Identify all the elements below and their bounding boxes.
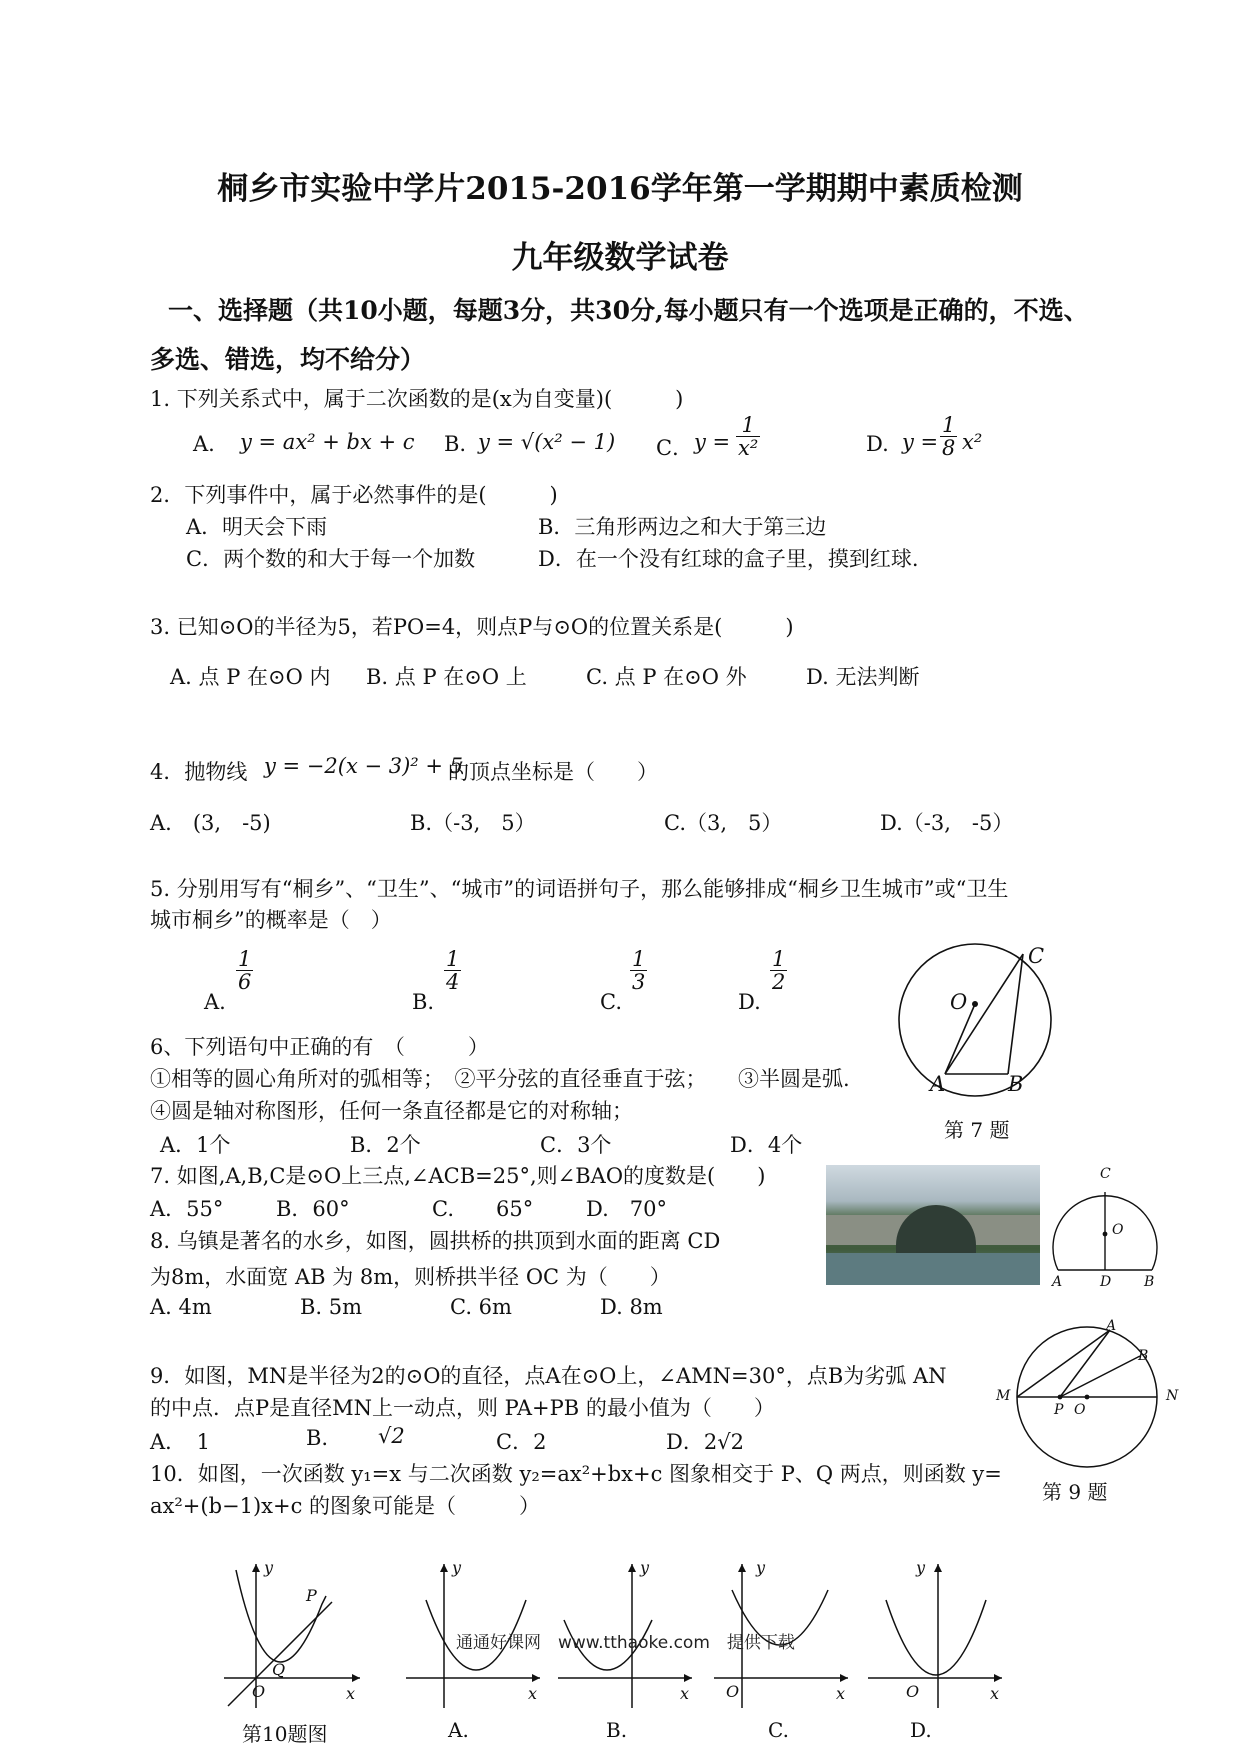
q10-a-axis-x: x bbox=[528, 1684, 538, 1703]
q3-option-c: C. 点 P 在⊙O 外 bbox=[586, 665, 747, 689]
q1-option-d-label: D. bbox=[866, 432, 889, 456]
q1-option-c-lhs: y = bbox=[694, 430, 731, 454]
q10-ref-origin: O bbox=[252, 1682, 266, 1701]
q10-ref-label-q: Q bbox=[272, 1660, 286, 1679]
q9-option-b-expr: √2 bbox=[378, 1424, 405, 1448]
q10-reference-graph bbox=[222, 1560, 362, 1710]
q5-option-a-fraction: $\frac{1}{6}$ bbox=[238, 947, 252, 995]
q3-option-d: D. 无法判断 bbox=[806, 665, 920, 689]
q3-stem: 3. 已知⊙O的半径为5，若PO=4，则点P与⊙O的位置关系是( ) bbox=[150, 615, 794, 639]
q4-option-b: B.（-3, 5） bbox=[410, 811, 536, 835]
q9-option-b: B. bbox=[306, 1426, 329, 1450]
q6-stem: 6、下列语句中正确的有 （ ） bbox=[150, 1035, 489, 1059]
q7-option-b: B．60° bbox=[276, 1197, 350, 1221]
q1-option-b-expr: y = √(x² − 1) bbox=[478, 430, 616, 454]
q7-label-o: O bbox=[950, 990, 968, 1014]
q10-d-axis-x: x bbox=[990, 1684, 1000, 1703]
q7-option-a: A．55° bbox=[150, 1197, 224, 1221]
q10-ref-axis-y: y bbox=[264, 1558, 274, 1577]
q10-option-c-label: C. bbox=[768, 1718, 789, 1742]
q8-label-d: D bbox=[1100, 1274, 1112, 1290]
q10-d-axis-y: y bbox=[916, 1558, 926, 1577]
q2-option-b: B．三角形两边之和大于第三边 bbox=[538, 515, 827, 539]
q5-option-a-label: A. bbox=[204, 990, 226, 1014]
exam-subtitle: 九年级数学试卷 bbox=[511, 240, 729, 276]
q5-option-c-label: C. bbox=[600, 990, 622, 1014]
q5-option-b-fraction: $\frac{1}{4}$ bbox=[446, 947, 460, 995]
exam-title: 桐乡市实验中学片2015-2016学年第一学期期中素质检测 bbox=[217, 171, 1023, 207]
section-heading-line2: 多选、错选，均不给分） bbox=[150, 345, 426, 374]
q9-label-b: B bbox=[1138, 1348, 1149, 1364]
q4-stem-pre: 4．抛物线 bbox=[150, 760, 248, 784]
q10-b-axis-x: x bbox=[680, 1684, 690, 1703]
q5-option-d-label: D. bbox=[738, 990, 761, 1014]
q8-label-o: O bbox=[1112, 1222, 1124, 1238]
q8-option-b: B. 5m bbox=[300, 1295, 363, 1319]
q7-option-c: C. 65° bbox=[432, 1197, 534, 1221]
q10-stem-line1: 10．如图，一次函数 y₁=x 与二次函数 y₂=ax²+bx+c 图象相交于 P、Q 两点，则函数 y= bbox=[150, 1462, 1002, 1486]
q8-option-d: D. 8m bbox=[600, 1295, 663, 1319]
q9-option-d: D．2√2 bbox=[666, 1430, 744, 1454]
q8-label-c: C bbox=[1100, 1166, 1111, 1182]
q7-label-b: B bbox=[1008, 1072, 1024, 1096]
q9-label-n: N bbox=[1166, 1388, 1179, 1404]
q9-label-a: A bbox=[1106, 1318, 1117, 1334]
q6-option-d: D．4个 bbox=[730, 1133, 803, 1157]
q6-option-b: B．2个 bbox=[350, 1133, 421, 1157]
q10-ref-axis-x: x bbox=[346, 1684, 356, 1703]
q1-option-b-label: B. bbox=[444, 432, 467, 456]
q10-ref-label-p: P bbox=[306, 1586, 317, 1605]
q9-label-o: O bbox=[1074, 1402, 1086, 1418]
q4-option-c: C.（3, 5） bbox=[664, 811, 783, 835]
q6-option-a: A．1个 bbox=[160, 1133, 231, 1157]
q9-circle-figure bbox=[1012, 1322, 1162, 1472]
q8-option-c: C. 6m bbox=[450, 1295, 512, 1319]
q10-c-axis-x: x bbox=[836, 1684, 846, 1703]
q5-option-c-fraction: $\frac{1}{3}$ bbox=[632, 947, 646, 995]
q5-option-b-label: B. bbox=[412, 990, 435, 1014]
q1-stem: 1. 下列关系式中，属于二次函数的是(x为自变量)( ) bbox=[150, 387, 684, 411]
q9-option-c: C．2 bbox=[496, 1430, 547, 1454]
q8-stem-line2: 为8m，水面宽 AB 为 8m，则桥拱半径 OC 为（ ） bbox=[150, 1265, 671, 1289]
q4-expression: y = −2(x − 3)² + 5 bbox=[264, 754, 464, 778]
q8-stem-line1: 8. 乌镇是著名的水乡，如图，圆拱桥的拱顶到水面的距离 CD bbox=[150, 1229, 721, 1253]
q1-option-a-expr: y = ax² + bx + c bbox=[240, 430, 415, 454]
q1-option-d-lhs: y = bbox=[902, 430, 939, 454]
q1-option-c-label: C． bbox=[656, 436, 694, 460]
q7-option-d: D. 70° bbox=[586, 1197, 667, 1221]
q6-statement-line2: ④圆是轴对称图形，任何一条直径都是它的对称轴； bbox=[150, 1099, 633, 1123]
q9-caption: 第 9 题 bbox=[1042, 1480, 1108, 1504]
q4-option-d: D.（-3, -5） bbox=[880, 811, 1014, 835]
q8-option-a: A. 4m bbox=[150, 1295, 212, 1319]
q10-graph-d bbox=[866, 1560, 1006, 1710]
q10-c-origin: O bbox=[726, 1682, 740, 1701]
q4-option-a: A. (3, -5) bbox=[150, 811, 271, 835]
q6-option-c: C．3个 bbox=[540, 1133, 612, 1157]
q9-label-p: P bbox=[1054, 1402, 1064, 1418]
q3-option-a: A. 点 P 在⊙O 内 bbox=[170, 665, 331, 689]
q10-option-b-label: B. bbox=[606, 1718, 628, 1742]
q10-ref-caption: 第10题图 bbox=[242, 1722, 328, 1746]
q5-option-d-fraction: $\frac{1}{2}$ bbox=[772, 947, 786, 995]
q10-option-d-label: D. bbox=[910, 1718, 932, 1742]
q7-caption: 第 7 题 bbox=[944, 1118, 1010, 1142]
q8-label-b: B bbox=[1144, 1274, 1155, 1290]
q9-stem-line2: 的中点．点P是直径MN上一动点，则 PA+PB 的最小值为（ ） bbox=[150, 1396, 775, 1420]
q1-option-c-fraction: $\frac{1}{\text{x²}}$ bbox=[738, 413, 759, 461]
q1-option-a-label: A. bbox=[193, 432, 215, 456]
section-heading-line1: 一、选择题（共10小题，每题3分，共30分,每小题只有一个选项是正确的，不选、 bbox=[168, 296, 1089, 325]
q10-stem-line2: ax²+(b−1)x+c 的图象可能是（ ） bbox=[150, 1494, 541, 1518]
q3-option-b: B. 点 P 在⊙O 上 bbox=[366, 665, 527, 689]
q6-statement-line1: ①相等的圆心角所对的弧相等； ②平分弦的直径垂直于弦； ③半圆是弧. bbox=[150, 1067, 850, 1091]
q10-c-axis-y: y bbox=[756, 1558, 766, 1577]
q7-label-c: C bbox=[1028, 944, 1045, 968]
watermark-text: 通通好课网 www.tthaoke.com 提供下载 bbox=[456, 1633, 795, 1653]
q2-option-d: D．在一个没有红球的盒子里，摸到红球. bbox=[538, 547, 919, 571]
q2-stem: 2．下列事件中，属于必然事件的是( ) bbox=[150, 483, 558, 507]
bridge-photo bbox=[826, 1165, 1040, 1285]
q4-stem-post: 的顶点坐标是（ ） bbox=[448, 760, 658, 784]
q8-label-a: A bbox=[1052, 1274, 1063, 1290]
q9-stem-line1: 9．如图，MN是半径为2的⊙O的直径，点A在⊙O上，∠AMN=30°，点B为劣弧 AN bbox=[150, 1364, 947, 1388]
q9-label-m: M bbox=[996, 1388, 1011, 1404]
q10-a-axis-y: y bbox=[452, 1558, 462, 1577]
q2-option-c: C．两个数的和大于每一个加数 bbox=[186, 547, 476, 571]
q1-option-d-rhs: x² bbox=[962, 430, 983, 454]
q7-label-a: A bbox=[930, 1072, 946, 1096]
q1-option-d-fraction: $\frac{1}{8}$ bbox=[942, 413, 956, 461]
q2-option-a: A．明天会下雨 bbox=[186, 515, 328, 539]
q5-stem-line1: 5. 分别用写有“桐乡”、“卫生”、“城市”的词语拼句子，那么能够排成“桐乡卫生城市”或“卫生 bbox=[150, 877, 1009, 901]
q8-arch-figure bbox=[1052, 1188, 1164, 1276]
q9-option-a: A． 1 bbox=[150, 1430, 211, 1454]
q5-stem-line2: 城市桐乡”的概率是（ ） bbox=[150, 908, 392, 932]
q10-d-origin: O bbox=[906, 1682, 920, 1701]
q10-option-a-label: A. bbox=[448, 1718, 469, 1742]
q7-stem: 7. 如图,A,B,C是⊙O上三点,∠ACB=25°,则∠BAO的度数是( ) bbox=[150, 1164, 766, 1188]
q10-b-axis-y: y bbox=[640, 1558, 650, 1577]
